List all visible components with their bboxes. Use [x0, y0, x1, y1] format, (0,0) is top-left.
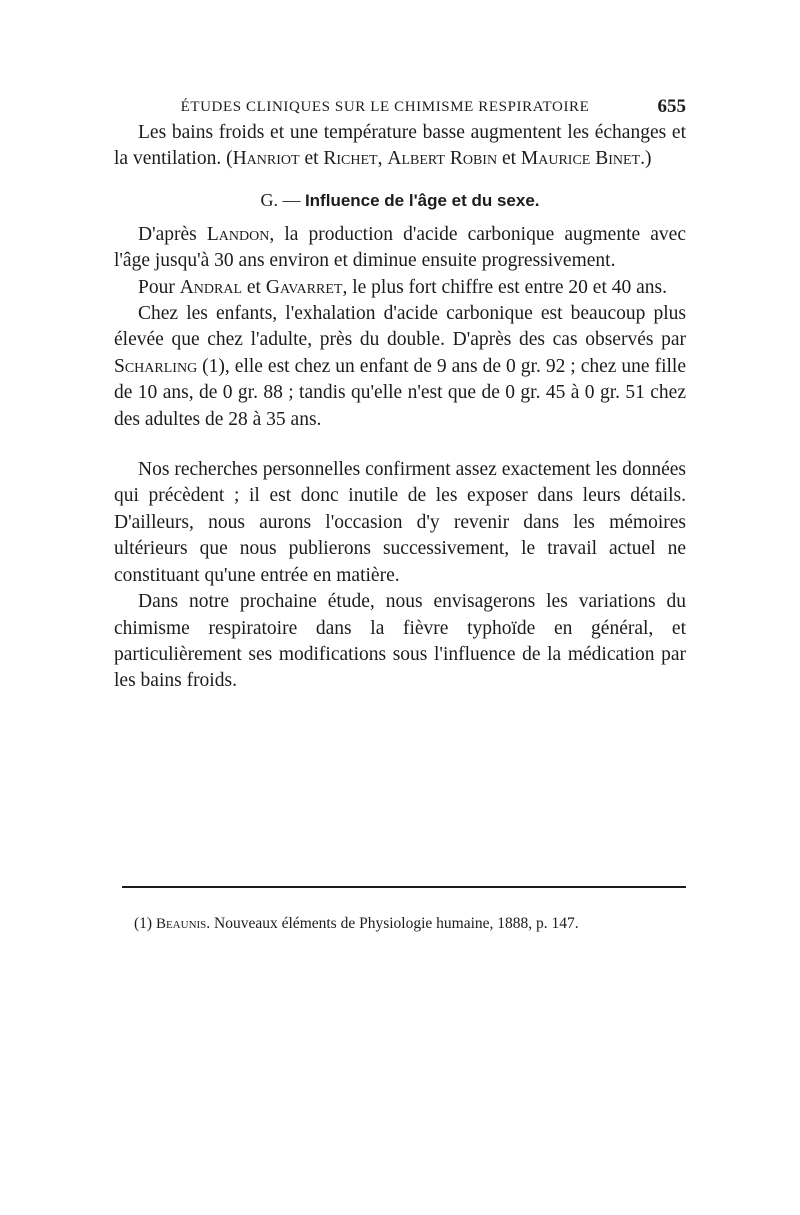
section-title: Influence de l'âge et du sexe. [304, 190, 540, 210]
paragraph-recherches: Nos recherches personnelles confirment assez exactement les données qui précèdent ; il est donc inutile de les exposer dans leurs détails. D'ailleurs, nous aurons l'occasion d'y revenir dans les mémoires ultérieurs que nous publierons successivement, le travail actuel ne constituant qu'une entrée en matière. [114, 459, 686, 586]
paragraph-enfants [114, 301, 686, 433]
p2-text-3: , le plus fort chiffre est entre 20 et 40 ans. [342, 276, 667, 298]
p1-text-1: D'après [138, 223, 207, 245]
intro-text-2: et [299, 148, 324, 170]
intro-text-4: et [497, 148, 521, 170]
paragraph-landon [114, 222, 686, 275]
author-landon: Landon [206, 223, 270, 245]
footnote [134, 913, 694, 935]
page-number: 655 [657, 96, 686, 117]
running-head-title: ÉTUDES CLINIQUES SUR LE CHIMISME RESPIRATOIRE [180, 99, 590, 115]
p1-text-2: , la production d'acide carbonique augmente avec l'âge jusqu'à 30 ans environ et diminue ensuite progressivement. [114, 223, 686, 272]
intro-text-3: , [377, 148, 388, 170]
section-label: G. [260, 189, 278, 210]
author-andral: Andral [179, 276, 243, 298]
p3-text-2: (1), elle est chez un enfant de 9 ans de 0 gr. 92 ; chez une fille de 10 ans, de 0 gr. 88 ; tandis qu'elle n'est que de 0 gr. 45 à 0 gr. 51 chez des adultes de 28 à 35 ans. [114, 355, 686, 430]
section-heading [114, 187, 686, 214]
footnote-marker: (1) [134, 915, 156, 932]
paragraph-prochaine-etude: Dans notre prochaine étude, nous envisagerons les variations du chimisme respiratoire dans la fièvre typhoïde en général, et particulièrement ses modifications sous l'influence de la médication par les bains froids. [114, 591, 686, 692]
author-richet: Richet [323, 148, 378, 170]
footnote-text: . Nouveaux éléments de Physiologie humaine, 1888, p. 147. [206, 915, 579, 932]
paragraph-gap [114, 433, 686, 457]
footnote-rule [122, 886, 686, 888]
p2-text-2: et [242, 276, 266, 298]
intro-text-5: .) [640, 148, 652, 170]
author-gavarret: Gavarret [265, 276, 343, 298]
author-scharling: Scharling [114, 355, 198, 377]
footnote-author: Beaunis [155, 916, 207, 932]
author-hanriot: Hanriot [232, 148, 300, 170]
author-albert-robin: Albert Robin [387, 148, 498, 170]
author-maurice-binet: Maurice Binet [520, 148, 641, 170]
running-head [114, 94, 686, 120]
page-body [114, 94, 686, 695]
section-dash: — [277, 189, 305, 210]
intro-text-1: Les bains froids et une température basse augmentent les échanges et la ventilation. ( [114, 122, 686, 170]
p3-text-1: Chez les enfants, l'exhalation d'acide carbonique est beaucoup plus élevée que chez l'adulte, près du double. D'après des cas observés par [114, 303, 686, 351]
intro-paragraph [114, 120, 686, 173]
p2-text-1: Pour [138, 276, 180, 298]
paragraph-andral-gavarret [114, 275, 686, 301]
